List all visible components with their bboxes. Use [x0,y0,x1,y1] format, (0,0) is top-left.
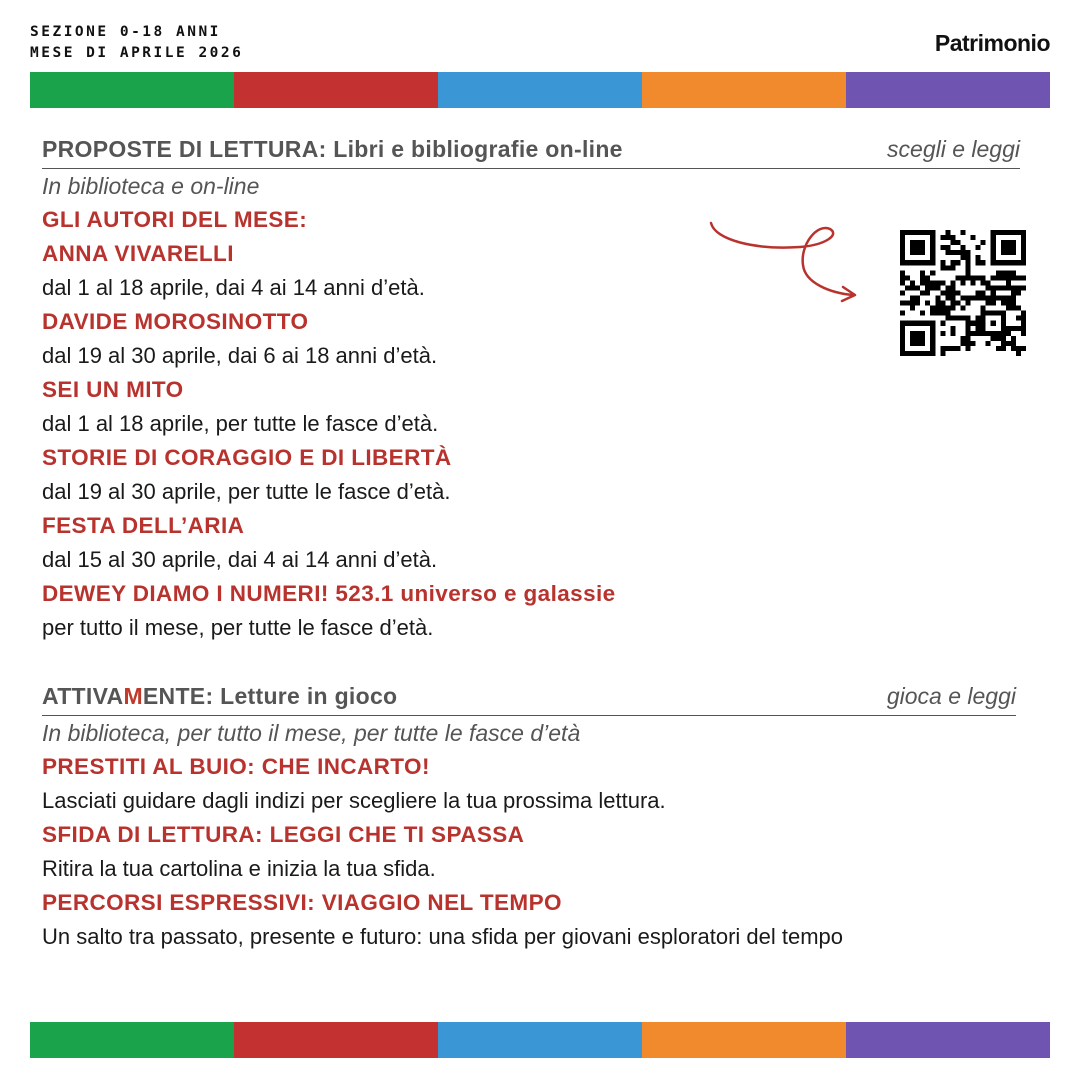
color-segment [642,72,846,108]
item-desc: dal 19 al 30 aprile, per tutte le fasce d’età. [42,479,451,504]
color-bar-top [30,72,1050,108]
item-desc: dal 15 al 30 aprile, dai 4 ai 14 anni d’età. [42,547,438,572]
item-desc: Un salto tra passato, presente e futuro: una sfida per giovani esploratori del tempo [42,924,844,949]
title-part: ATTIVA [42,683,124,709]
title-part: ENTE: Letture in gioco [142,683,398,709]
list-item [42,237,1032,305]
title-accent-letter: M [123,683,143,709]
section-reading-header [42,132,1020,169]
list-item [42,373,1032,441]
list-item [42,441,1032,509]
item-title: PRESTITI AL BUIO: CHE INCARTO! [42,754,430,779]
color-segment [438,72,642,108]
list-item [42,577,1032,645]
item-desc: per tutto il mese, per tutte le fasce d’età. [42,615,434,640]
list-item [42,509,1032,577]
item-desc: dal 19 al 30 aprile, dai 6 ai 18 anni d’età. [42,343,438,368]
color-segment [846,72,1050,108]
list-item [42,818,1032,886]
choose-read-link[interactable]: scegli e leggi [887,136,1020,162]
qr-code-icon[interactable] [900,230,1026,356]
main-content [42,132,1032,954]
color-segment [30,72,234,108]
item-title: ANNA VIVARELLI [42,241,234,266]
item-title: SEI UN MITO [42,377,184,402]
list-item [42,305,1032,373]
color-segment [642,1022,846,1058]
item-title: DAVIDE MOROSINOTTO [42,309,309,334]
curly-arrow-icon [705,215,865,310]
item-desc: dal 1 al 18 aprile, per tutte le fasce d’età. [42,411,439,436]
item-title: DEWEY DIAMO I NUMERI! 523.1 universo e galassie [42,581,616,606]
item-desc: dal 1 al 18 aprile, dai 4 ai 14 anni d’età. [42,275,425,300]
color-segment [234,72,438,108]
section-label [30,22,243,64]
color-segment [234,1022,438,1058]
color-segment [30,1022,234,1058]
section-activities-header [42,679,1016,716]
item-title: PERCORSI ESPRESSIVI: VIAGGIO NEL TEMPO [42,890,562,915]
spacer [42,645,1032,679]
item-desc: Lasciati guidare dagli indizi per scegliere la tua prossima lettura. [42,788,666,813]
play-read-link[interactable]: gioca e leggi [886,683,1016,709]
brand-logo: Patrimonio [934,30,1050,56]
color-bar-bottom [30,1022,1050,1058]
list-item [42,750,1032,818]
item-title: FESTA DELL’ARIA [42,513,245,538]
authors-heading: GLI AUTORI DEL MESE: [42,207,308,232]
section-activities-subtitle: In biblioteca, per tutto il mese, per tutte le fasce d’età [42,720,581,746]
section-activities-title [42,679,397,713]
item-desc: Ritira la tua cartolina e inizia la tua sfida. [42,856,436,881]
section-reading-title: PROPOSTE DI LETTURA: Libri e bibliografie on-line [42,136,623,162]
color-segment [846,1022,1050,1058]
reading-list [42,237,1032,645]
activities-list [42,750,1032,954]
section-reading-subtitle: In biblioteca e on-line [42,173,260,199]
item-title: STORIE DI CORAGGIO E DI LIBERTÀ [42,445,452,470]
section-age-label: SEZIONE 0-18 ANNI [30,24,221,40]
month-label: MESE DI APRILE 2026 [30,45,244,61]
list-item [42,886,1032,954]
color-segment [438,1022,642,1058]
item-title: SFIDA DI LETTURA: LEGGI CHE TI SPASSA [42,822,525,847]
